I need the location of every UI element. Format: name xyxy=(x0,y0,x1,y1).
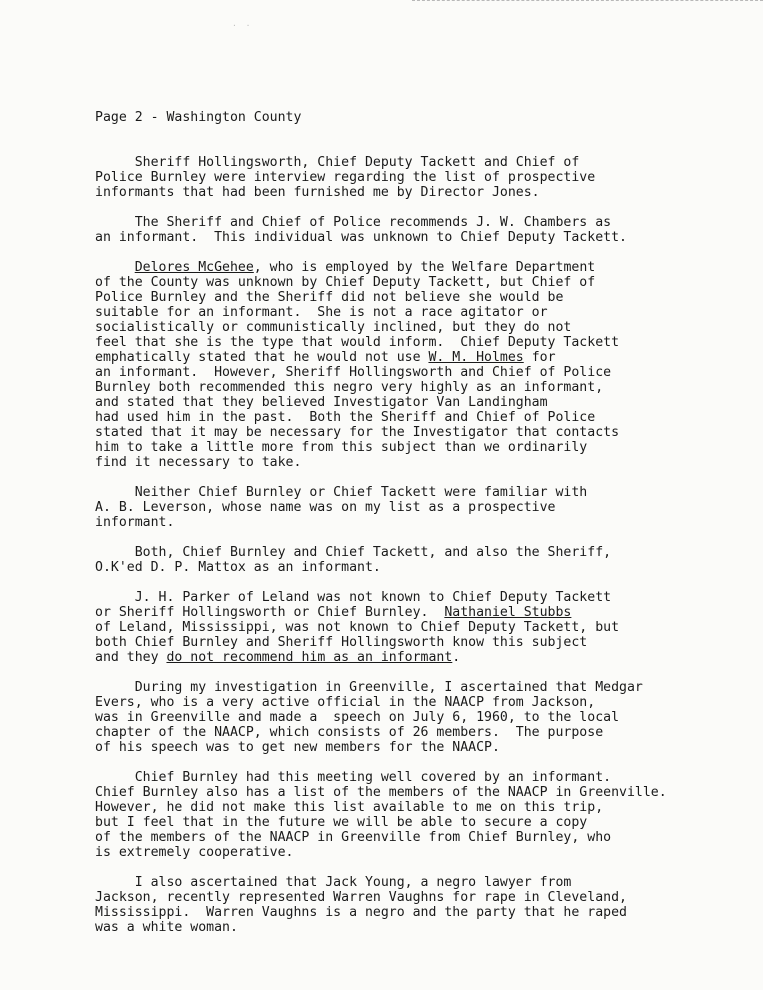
text-line xyxy=(95,545,611,560)
page-header: Page 2 - Washington County xyxy=(95,110,302,125)
text-span: had used him in the past. Both the Sheriff and Chief of Police xyxy=(95,410,596,425)
text-span: of the members of the NAACP in Greenville from Chief Burnley, who xyxy=(95,830,612,845)
text-line xyxy=(95,680,643,695)
text-span: Sheriff Hollingsworth, Chief Deputy Tackett and Chief of xyxy=(95,155,580,170)
text-line xyxy=(95,515,587,530)
text-span: socialistically or communistically inclined, but they do not xyxy=(95,320,572,335)
text-line xyxy=(95,185,595,200)
text-span: Jackson, recently represented Warren Vaughns for rape in Cleveland, xyxy=(95,890,627,905)
text-line xyxy=(95,830,667,845)
text-span: Chief Burnley also has a list of the members of the NAACP in Greenville. xyxy=(95,785,667,800)
text-line xyxy=(95,275,619,290)
text-line xyxy=(95,335,619,350)
text-line xyxy=(95,320,619,335)
text-line xyxy=(95,350,619,365)
paragraph xyxy=(95,215,627,245)
text-span: informants that had been furnished me by Director Jones. xyxy=(95,185,540,200)
text-span: and they xyxy=(95,650,167,665)
text-span: of the County was unknown by Chief Deputy Tackett, but Chief of xyxy=(95,275,596,290)
text-span: for xyxy=(523,350,556,365)
text-span: stated that it may be necessary for the Investigator that contacts xyxy=(95,425,620,440)
underlined-text: do not recommend him as an informant xyxy=(166,650,453,665)
text-span: Burnley both recommended this negro very highly as an informant, xyxy=(95,380,604,395)
text-line xyxy=(95,710,643,725)
text-line xyxy=(95,845,667,860)
text-span: informant. xyxy=(95,515,175,530)
paper-speck: · · xyxy=(232,21,253,30)
text-line xyxy=(95,785,667,800)
text-span: is extremely cooperative. xyxy=(95,845,294,860)
text-line xyxy=(95,500,587,515)
text-span: Evers, who is a very active official in the NAACP from Jackson, xyxy=(95,695,596,710)
text-span: J. H. Parker of Leland was not known to Chief Deputy Tackett xyxy=(95,590,612,605)
text-line xyxy=(95,155,595,170)
text-line xyxy=(95,635,619,650)
text-span: O.K'ed D. P. Mattox as an informant. xyxy=(95,560,381,575)
text-line xyxy=(95,170,595,185)
text-span: . xyxy=(452,650,461,665)
text-line xyxy=(95,605,619,620)
text-span: or Sheriff Hollingsworth or Chief Burnley. xyxy=(95,605,445,620)
text-span: I also ascertained that Jack Young, a negro lawyer from xyxy=(95,875,572,890)
text-span: was in Greenville and made a speech on July 6, 1960, to the local xyxy=(95,710,620,725)
text-span: and stated that they believed Investigator Van Landingham xyxy=(95,395,548,410)
text-span: Both, Chief Burnley and Chief Tackett, and also the Sheriff, xyxy=(95,545,612,560)
text-line xyxy=(95,410,619,425)
text-span: an informant. This individual was unknown to Chief Deputy Tackett. xyxy=(95,230,627,245)
text-line xyxy=(95,590,619,605)
text-span: was a white woman. xyxy=(95,920,238,935)
top-edge-mark xyxy=(412,0,763,4)
text-span: chapter of the NAACP, which consists of 26 members. The purpose xyxy=(95,725,604,740)
text-line xyxy=(95,650,619,665)
text-line xyxy=(95,920,627,935)
text-span: find it necessary to take. xyxy=(95,455,302,470)
text-line xyxy=(95,425,619,440)
text-line xyxy=(95,740,643,755)
text-span: , who is employed by the Welfare Department xyxy=(253,260,596,275)
text-span: Police Burnley and the Sheriff did not believe she would be xyxy=(95,290,564,305)
text-line xyxy=(95,890,627,905)
text-line xyxy=(95,215,627,230)
underlined-text: Nathaniel Stubbs xyxy=(444,605,572,620)
text-line xyxy=(95,485,587,500)
text-line xyxy=(95,905,627,920)
paragraph xyxy=(95,155,595,200)
text-span: but I feel that in the future we will be able to secure a copy xyxy=(95,815,588,830)
text-span: Chief Burnley had this meeting well covered by an informant. xyxy=(95,770,612,785)
text-span: of Leland, Mississippi, was not known to Chief Deputy Tackett, but xyxy=(95,620,620,635)
text-span: Police Burnley were interview regarding the list of prospective xyxy=(95,170,596,185)
text-line xyxy=(95,305,619,320)
text-line xyxy=(95,440,619,455)
paragraph xyxy=(95,545,611,575)
text-line xyxy=(95,815,667,830)
text-line xyxy=(95,380,619,395)
text-span: Mississippi. Warren Vaughns is a negro and the party that he raped xyxy=(95,905,627,920)
text-span: suitable for an informant. She is not a race agitator or xyxy=(95,305,548,320)
text-line xyxy=(95,725,643,740)
text-span: him to take a little more from this subject than we ordinarily xyxy=(95,440,588,455)
text-span xyxy=(95,260,135,275)
paragraph xyxy=(95,260,619,470)
text-span: emphatically stated that he would not use xyxy=(95,350,429,365)
text-line xyxy=(95,365,619,380)
text-span: A. B. Leverson, whose name was on my list as a prospective xyxy=(95,500,556,515)
text-line xyxy=(95,395,619,410)
text-line xyxy=(95,560,611,575)
text-line xyxy=(95,875,627,890)
text-span: Neither Chief Burnley or Chief Tackett were familiar with xyxy=(95,485,588,500)
underlined-text: W. M. Holmes xyxy=(428,350,524,365)
text-span: both Chief Burnley and Sheriff Hollingsworth know this subject xyxy=(95,635,588,650)
text-span: an informant. However, Sheriff Hollingsworth and Chief of Police xyxy=(95,365,612,380)
text-span: of his speech was to get new members for the NAACP. xyxy=(95,740,500,755)
text-span: During my investigation in Greenville, I ascertained that Medgar xyxy=(95,680,643,695)
paragraph xyxy=(95,485,587,530)
text-line xyxy=(95,260,619,275)
text-span: feel that she is the type that would inform. Chief Deputy Tackett xyxy=(95,335,620,350)
paragraph xyxy=(95,770,667,860)
text-line xyxy=(95,770,667,785)
paragraph xyxy=(95,875,627,935)
text-line xyxy=(95,620,619,635)
text-span: However, he did not make this list available to me on this trip, xyxy=(95,800,604,815)
underlined-text: Delores McGehee xyxy=(134,260,254,275)
text-line xyxy=(95,455,619,470)
text-line xyxy=(95,800,667,815)
text-span: The Sheriff and Chief of Police recommends J. W. Chambers as xyxy=(95,215,612,230)
paragraph xyxy=(95,590,619,665)
text-line xyxy=(95,230,627,245)
text-line xyxy=(95,290,619,305)
text-line xyxy=(95,695,643,710)
paragraph xyxy=(95,680,643,755)
